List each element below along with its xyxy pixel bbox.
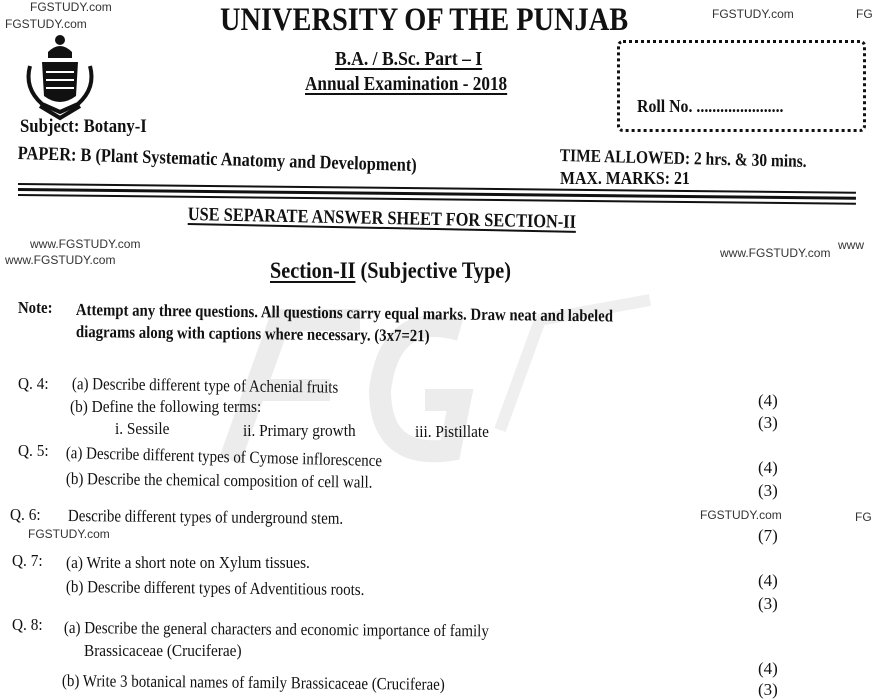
- q5-part-b: (b) Describe the chemical composition of cell wall.: [65, 469, 373, 492]
- q4-term-1: i. Sessile: [115, 419, 170, 438]
- subject-label: Subject: Botany-I: [20, 116, 147, 137]
- q8-marks-a: (4): [758, 659, 778, 678]
- q7-part-b: (b) Describe different types of Adventitious roots.: [65, 577, 365, 599]
- q8-part-b: (b) Write 3 botanical names of family Brassicaceae (Cruciferae): [61, 671, 445, 694]
- watermark: FG: [856, 7, 873, 21]
- watermark: FGSTUDY.com: [712, 7, 794, 21]
- university-title: UNIVERSITY OF THE PUNJAB: [220, 2, 629, 38]
- watermark: www.FGSTUDY.com: [5, 253, 116, 267]
- q5-part-a: (a) Describe different types of Cymose inflorescence: [65, 443, 383, 471]
- q8-part-a: (a) Describe the general characters and economic importance of family: [63, 618, 489, 641]
- q7-part-a: (a) Write a short note on Xylum tissues.: [66, 553, 310, 572]
- watermark: www: [838, 238, 864, 252]
- q4-term-2: ii. Primary growth: [243, 421, 356, 440]
- q5-marks-a: (4): [758, 458, 778, 477]
- q8-number: Q. 8:: [12, 615, 43, 634]
- q4-part-a: (a) Describe different type of Achenial fruits: [71, 374, 339, 397]
- max-marks: MAX. MARKS: 21: [560, 168, 690, 188]
- q7-marks-b: (3): [758, 594, 778, 613]
- q7-marks-a: (4): [758, 571, 778, 590]
- q8-part-a-cont: Brassicaceae (Cruciferae): [84, 641, 242, 660]
- q4-term-3: iii. Pistillate: [415, 422, 489, 441]
- q7-number: Q. 7:: [12, 551, 43, 570]
- watermark: FGSTUDY.com: [30, 0, 112, 14]
- paper-label: PAPER: B (Plant Systematic Anatomy and Development): [17, 143, 417, 177]
- q6-marks: (7): [758, 526, 778, 545]
- q4-marks-b: (3): [758, 413, 778, 432]
- q6-question: Describe different types of underground stem.: [67, 506, 344, 528]
- q4-number: Q. 4:: [18, 374, 49, 393]
- time-allowed: TIME ALLOWED: 2 hrs. & 30 mins.: [559, 145, 807, 172]
- answer-sheet-instruction: USE SEPARATE ANSWER SHEET FOR SECTION-II: [187, 204, 577, 233]
- watermark: FG: [855, 510, 872, 524]
- exam-title: Annual Examination - 2018: [305, 73, 508, 95]
- roll-number-box: [617, 40, 866, 132]
- q4-part-b: (b) Define the following terms:: [70, 397, 262, 416]
- q5-marks-b: (3): [758, 481, 778, 500]
- section-number: Section-II: [270, 258, 356, 283]
- q4-marks-a: (4): [758, 391, 778, 410]
- section-title: [270, 258, 511, 284]
- watermark: FGSTUDY.com: [5, 17, 87, 31]
- watermark: www.FGSTUDY.com: [720, 246, 831, 260]
- q8-marks-b: (3): [758, 680, 778, 699]
- watermark: www.FGSTUDY.com: [30, 237, 141, 251]
- note-line-2: diagrams along with captions where necessary. (3x7=21): [75, 322, 430, 346]
- program-title: B.A. / B.Sc. Part – I: [335, 48, 483, 70]
- university-crest-logo: [20, 32, 98, 120]
- watermark: FGSTUDY.com: [700, 508, 782, 522]
- note-label: Note:: [18, 298, 53, 317]
- q6-number: Q. 6:: [10, 505, 41, 524]
- section-type: (Subjective Type): [355, 258, 512, 283]
- note-line-1: Attempt any three questions. All questions carry equal marks. Draw neat and labeled: [75, 300, 614, 326]
- q5-number: Q. 5:: [18, 441, 49, 460]
- roll-number-label: Roll No. ......................: [637, 96, 784, 116]
- watermark: FGSTUDY.com: [28, 527, 110, 541]
